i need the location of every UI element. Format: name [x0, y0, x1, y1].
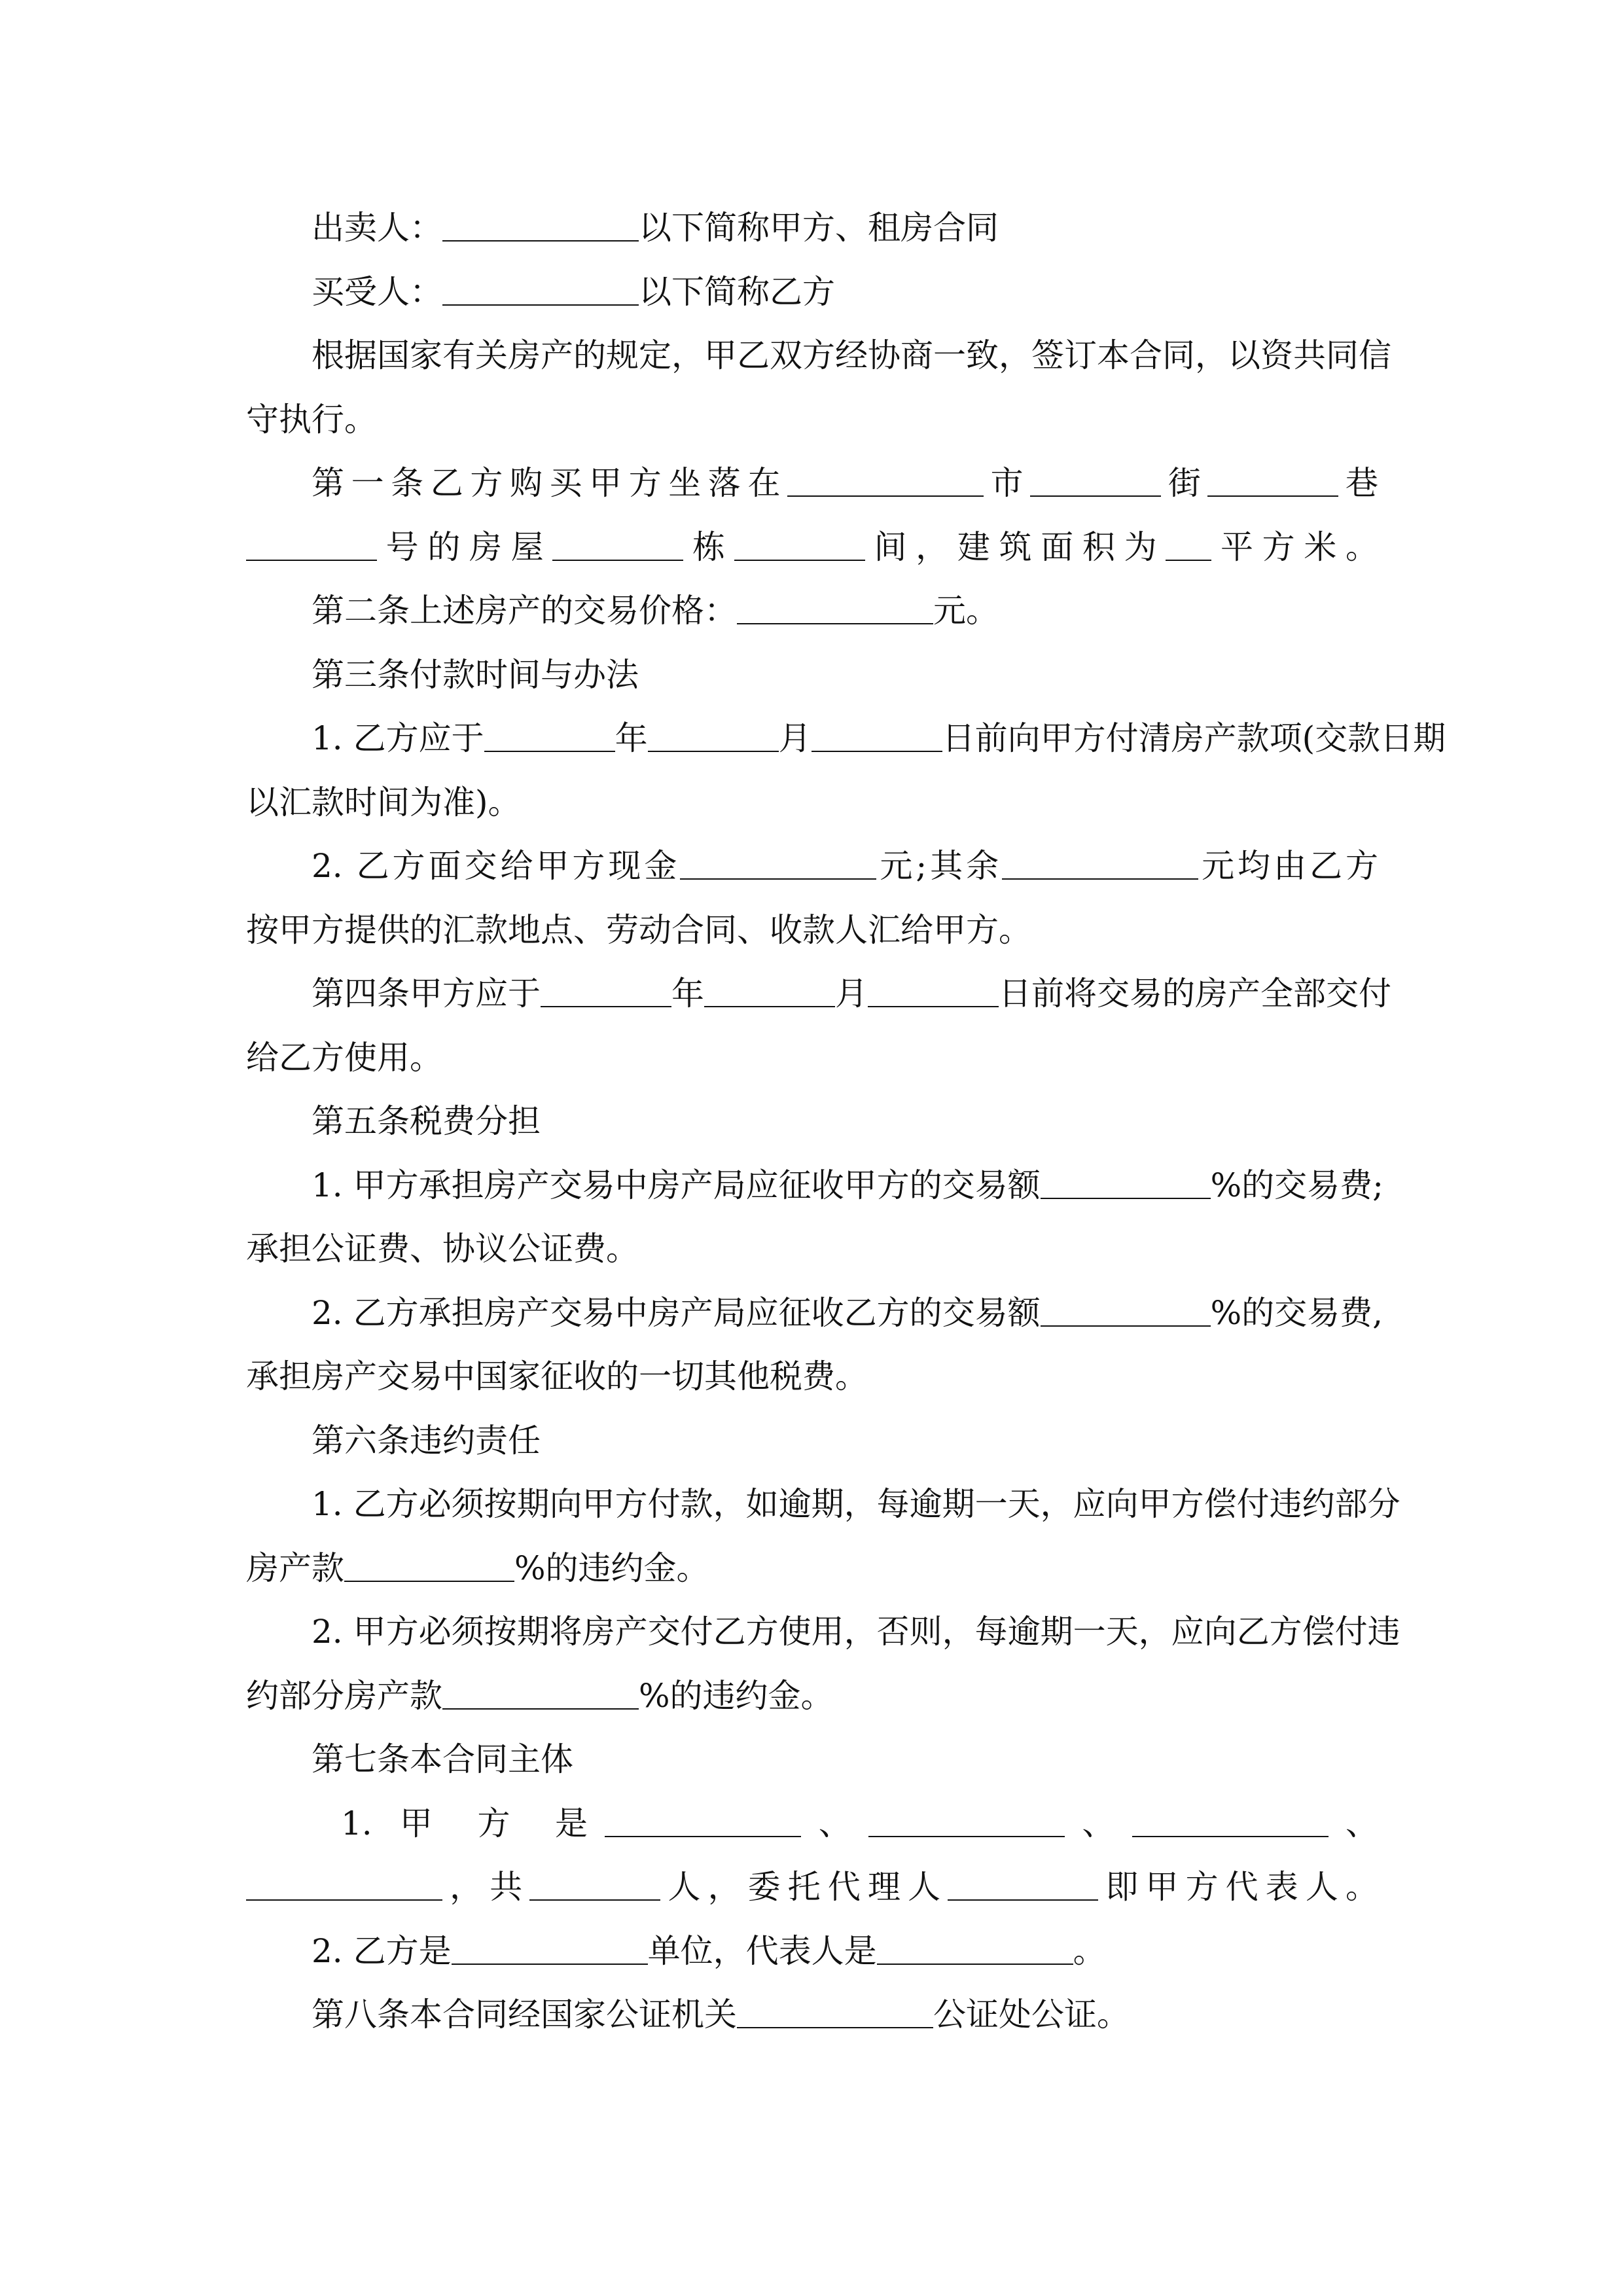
house-number-blank[interactable]	[246, 527, 377, 561]
payment-month-blank[interactable]	[648, 718, 779, 752]
contract-document	[246, 196, 1446, 2047]
area-blank[interactable]	[1166, 527, 1211, 561]
article-3-item-1-suffix: 日前向甲方付清房产款项(交款日期	[942, 719, 1446, 757]
article-6-title	[246, 1409, 1378, 1473]
party-b-unit-blank[interactable]	[452, 1931, 648, 1965]
article-7-item-1-prefix: 1. 甲 方 是	[341, 1804, 605, 1842]
separator-2: 、	[1065, 1804, 1132, 1842]
article-7-title	[246, 1728, 1378, 1792]
payment-day-blank[interactable]	[812, 718, 942, 752]
article-3-title-text: 第三条付款时间与办法	[312, 655, 639, 694]
article-7-item-2-prefix: 2. 乙方是	[312, 1931, 452, 1970]
article-4-line-1	[246, 962, 1391, 1026]
article-5-title-text: 第五条税费分担	[312, 1102, 541, 1140]
delivery-month-blank[interactable]	[704, 973, 835, 1007]
party-a-member-3-blank[interactable]	[1132, 1803, 1329, 1837]
article-7-item-1-line-1	[246, 1792, 1378, 1856]
article-3-title	[246, 643, 1378, 708]
party-a-count-blank[interactable]	[529, 1867, 660, 1901]
article-7-agent-label: 人，委托代理人	[660, 1868, 948, 1906]
article-5-item-1-line-2	[246, 1217, 1378, 1282]
city-label: 市	[984, 464, 1031, 502]
article-7-total-label: ，共	[442, 1868, 530, 1906]
article-3-item-1-prefix: 1. 乙方应于	[312, 719, 484, 757]
article-3-item-1-line-2	[246, 771, 1378, 835]
payment-year-label: 年	[615, 719, 648, 757]
article-3-item-2-prefix: 2. 乙方面交给甲方现金	[312, 847, 681, 885]
article-8-line	[246, 1983, 1378, 2047]
seller-name-blank[interactable]	[442, 207, 639, 242]
article-3-item-2-suffix: 元均由乙方	[1198, 847, 1378, 885]
room-blank[interactable]	[734, 527, 865, 561]
article-7-item-2-mid: 单位，代表人是	[647, 1931, 877, 1970]
preamble-text-1: 根据国家有关房产的规定，甲乙双方经协商一致，签订本合同，以资共同信	[312, 336, 1391, 374]
article-6-item-1-suffix: %的违约金。	[514, 1549, 709, 1587]
article-5-item-1-line-1	[246, 1154, 1383, 1218]
article-7-item-1-line-2	[246, 1856, 1378, 1920]
seller-fee-rate-blank[interactable]	[1041, 1165, 1211, 1199]
article-5-item-1-prefix: 1. 甲方承担房产交易中房产局应征收甲方的交易额	[312, 1166, 1041, 1204]
article-3-item-2-line-2	[246, 899, 1378, 963]
delivery-year-blank[interactable]	[541, 973, 671, 1007]
article-5-item-1-suffix: %的交易费;	[1210, 1166, 1383, 1204]
buyer-line	[246, 260, 1378, 325]
remaining-amount-blank[interactable]	[1002, 846, 1198, 880]
article-6-item-2-suffix: %的违约金。	[639, 1676, 834, 1715]
party-a-member-2-blank[interactable]	[868, 1803, 1065, 1837]
seller-suffix: 以下简称甲方、租房合同	[639, 209, 999, 247]
article-7-title-text: 第七条本合同主体	[312, 1740, 573, 1778]
article-5-item-2-line-2	[246, 1345, 1378, 1409]
article-5-item-1-line-2-text: 承担公证费、协议公证费。	[246, 1230, 639, 1268]
party-b-representative-blank[interactable]	[877, 1931, 1073, 1965]
article-6-item-2-line-2	[246, 1664, 1378, 1729]
party-a-member-1-blank[interactable]	[605, 1803, 801, 1837]
seller-label: 出卖人：	[312, 209, 442, 247]
article-5-item-2-prefix: 2. 乙方承担房产交易中房产局应征收乙方的交易额	[312, 1293, 1041, 1332]
buyer-name-blank[interactable]	[442, 272, 639, 306]
seller-penalty-rate-blank[interactable]	[442, 1676, 639, 1710]
article-6-item-1-line-2	[246, 1537, 1378, 1601]
street-label: 街	[1161, 464, 1208, 502]
street-blank[interactable]	[1030, 463, 1161, 497]
notary-office-blank[interactable]	[737, 1994, 933, 2028]
preamble-line-2	[246, 388, 1378, 452]
article-7-item-1-suffix: 即甲方代表人。	[1098, 1868, 1379, 1906]
area-unit-label: 平方米。	[1211, 528, 1379, 566]
article-6-item-2-line-1-text: 2. 甲方必须按期将房产交付乙方使用，否则，每逾期一天，应向乙方偿付违	[312, 1613, 1400, 1651]
building-label: 栋	[683, 528, 734, 566]
article-3-item-2-mid: 元;其余	[876, 847, 1003, 885]
article-3-item-1-line-2-text: 以汇款时间为准)。	[246, 783, 521, 821]
preamble-text-2: 守执行。	[246, 400, 377, 439]
cash-amount-blank[interactable]	[680, 846, 876, 880]
article-6-title-text: 第六条违约责任	[312, 1421, 541, 1460]
article-5-item-2-line-2-text: 承担房产交易中国家征收的一切其他税费。	[246, 1357, 868, 1395]
article-2-line	[246, 579, 1378, 643]
building-blank[interactable]	[552, 527, 683, 561]
article-5-title	[246, 1090, 1378, 1154]
article-6-item-2-prefix: 约部分房产款	[246, 1676, 442, 1715]
lane-label: 巷	[1338, 464, 1379, 502]
lane-blank[interactable]	[1207, 463, 1338, 497]
article-1-line-2	[246, 516, 1378, 580]
article-2-prefix: 第二条上述房产的交易价格：	[312, 592, 737, 630]
buyer-fee-rate-blank[interactable]	[1041, 1293, 1211, 1327]
article-6-item-2-line-1	[246, 1600, 1400, 1664]
article-6-item-1-line-1-text: 1. 乙方必须按期向甲方付款，如逾期，每逾期一天，应向甲方偿付违约部分	[312, 1485, 1400, 1523]
payment-month-label: 月	[778, 719, 812, 757]
article-3-item-2-line-1	[246, 834, 1378, 899]
article-3-item-2-line-2-text: 按甲方提供的汇款地点、劳动合同、收款人汇给甲方。	[246, 910, 1031, 949]
article-6-item-1-prefix: 房产款	[246, 1549, 344, 1587]
article-4-suffix: 日前将交易的房产全部交付	[999, 975, 1391, 1013]
article-5-item-2-suffix: %的交易费,	[1210, 1293, 1383, 1332]
article-8-suffix: 公证处公证。	[933, 1996, 1130, 2034]
seller-line	[246, 196, 1378, 260]
article-1-prefix: 第一条乙方购买甲方坐落在	[312, 464, 788, 502]
payment-year-blank[interactable]	[484, 718, 615, 752]
article-8-prefix: 第八条本合同经国家公证机关	[312, 1996, 737, 2034]
article-4-line-2-text: 给乙方使用。	[246, 1038, 442, 1077]
article-1-line-1	[246, 452, 1378, 516]
preamble-line-1	[246, 324, 1391, 388]
house-number-label: 号的房屋	[377, 528, 553, 566]
buyer-penalty-rate-blank[interactable]	[344, 1548, 514, 1582]
article-3-item-1-line-1	[246, 707, 1446, 771]
delivery-year-label: 年	[671, 975, 704, 1013]
buyer-label: 买受人：	[312, 272, 442, 311]
delivery-day-blank[interactable]	[868, 973, 999, 1007]
agent-name-blank[interactable]	[948, 1867, 1098, 1901]
buyer-suffix: 以下简称乙方	[639, 272, 835, 311]
price-unit-label: 元。	[933, 592, 999, 630]
room-label: 间，建筑面积为	[865, 528, 1166, 566]
separator-1: 、	[801, 1804, 869, 1842]
city-blank[interactable]	[787, 463, 984, 497]
article-4-line-2	[246, 1026, 1378, 1090]
price-blank[interactable]	[737, 590, 933, 624]
article-7-item-2-line	[246, 1920, 1378, 1984]
article-5-item-2-line-1	[246, 1282, 1383, 1346]
separator-3: 、	[1328, 1804, 1378, 1842]
article-6-item-1-line-1	[246, 1473, 1400, 1537]
delivery-month-label: 月	[835, 975, 868, 1013]
article-4-prefix: 第四条甲方应于	[312, 975, 541, 1013]
party-a-member-4-blank[interactable]	[246, 1867, 442, 1901]
article-7-item-2-suffix: 。	[1073, 1931, 1106, 1970]
